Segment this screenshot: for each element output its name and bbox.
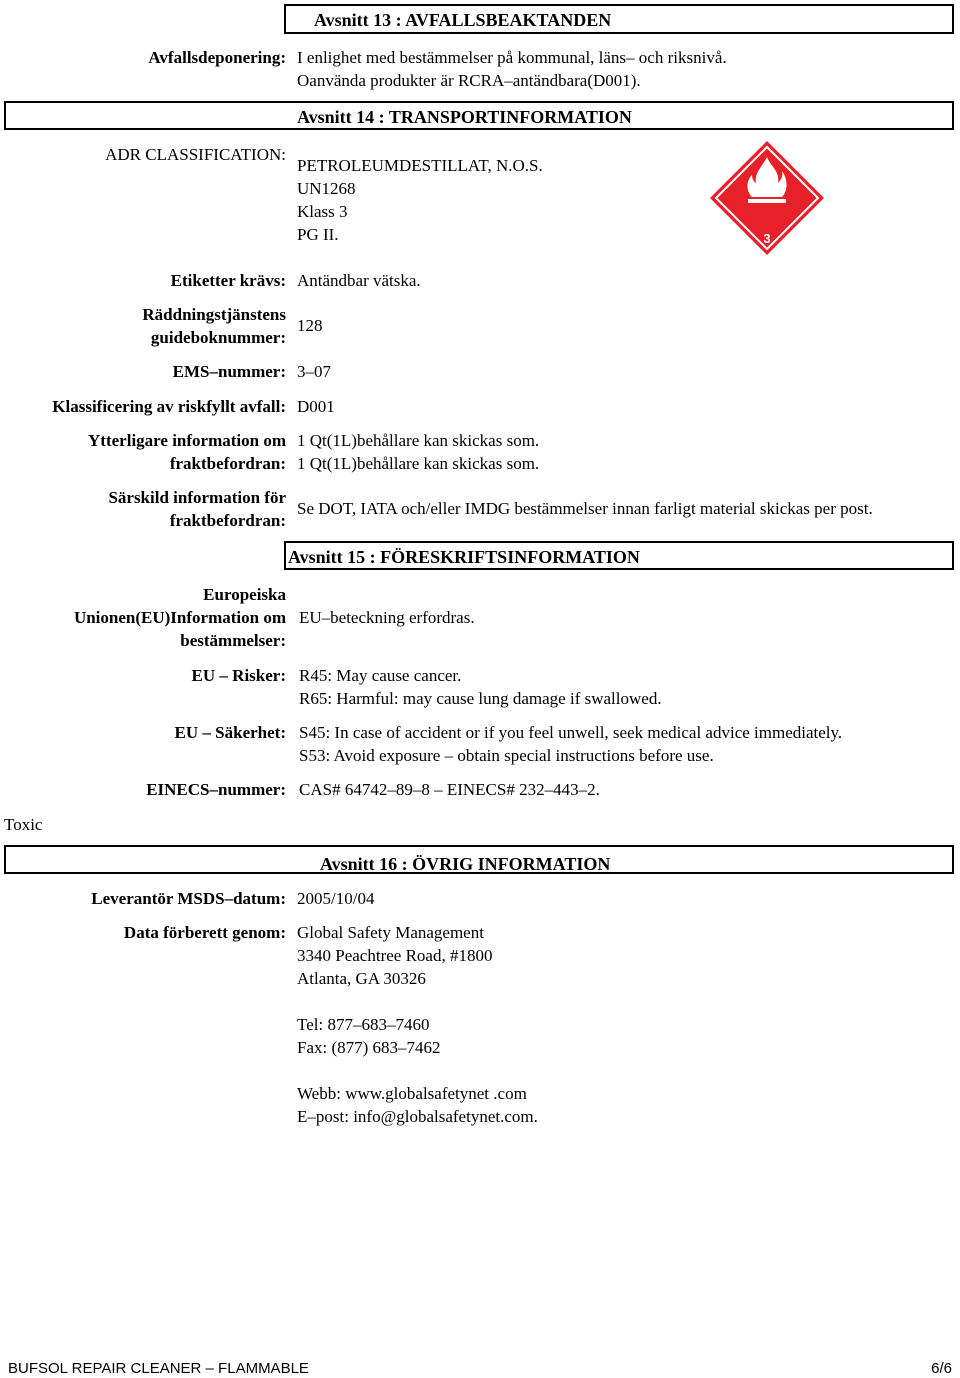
- waste-classification-value: D001: [297, 397, 335, 416]
- flammable-placard-icon: [708, 139, 826, 257]
- section-15-title: Avsnitt 15 : FÖRESKRIFTSINFORMATION: [288, 547, 640, 567]
- section-16-header: [4, 845, 954, 874]
- eu-info-label-2: Unionen(EU)Information om: [73, 608, 286, 627]
- adr-classification-label: ADR CLASSIFICATION:: [105, 145, 286, 164]
- eu-info-label-1: Europeiska: [203, 585, 286, 604]
- eu-info-value: EU–beteckning erfordras.: [299, 608, 475, 627]
- extra-info-value-1: 1 Qt(1L)behållare kan skickas som.: [297, 431, 540, 450]
- msds-date-label: Leverantör MSDS–datum:: [91, 889, 286, 908]
- ems-label: EMS–nummer:: [172, 362, 286, 381]
- adr-line-4: PG II.: [297, 225, 339, 244]
- toxic-text: Toxic: [4, 815, 43, 834]
- section-14-header: [4, 101, 954, 130]
- disposal-line-2: Oanvända produkter är RCRA–antändbara(D001).: [297, 71, 641, 90]
- eu-info-label-3: bestämmelser:: [180, 631, 286, 650]
- special-info-label-1: Särskild information för: [108, 488, 286, 507]
- adr-line-1: PETROLEUMDESTILLAT, N.O.S.: [297, 156, 543, 175]
- prepared-by-line-3: Atlanta, GA 30326: [297, 969, 426, 988]
- eu-risks-label: EU – Risker:: [191, 666, 286, 685]
- eu-risk-line-2: R65: Harmful: may cause lung damage if swallowed.: [299, 689, 662, 708]
- extra-info-value-2: 1 Qt(1L)behållare kan skickas som.: [297, 454, 540, 473]
- fax: Fax: (877) 683–7462: [297, 1038, 441, 1057]
- section-13-title: Avsnitt 13 : AVFALLSBEAKTANDEN: [314, 10, 612, 30]
- prepared-by-label: Data förberett genom:: [123, 923, 286, 942]
- waste-classification-label: Klassificering av riskfyllt avfall:: [52, 397, 286, 416]
- einecs-label: EINECS–nummer:: [146, 780, 286, 799]
- prepared-by-line-2: 3340 Peachtree Road, #1800: [297, 946, 493, 965]
- labels-required-label: Etiketter krävs:: [170, 271, 286, 290]
- msds-date-value: 2005/10/04: [297, 889, 375, 908]
- disposal-line-1: I enlighet med bestämmelser på kommunal, läns– och riksnivå.: [297, 48, 727, 67]
- guide-label-1: Räddningstjänstens: [142, 305, 286, 324]
- telephone: Tel: 877–683–7460: [297, 1015, 430, 1034]
- section-15-header: [284, 541, 954, 570]
- eu-risk-line-1: R45: May cause cancer.: [299, 666, 462, 685]
- guide-value: 128: [297, 316, 323, 335]
- section-14-title: Avsnitt 14 : TRANSPORTINFORMATION: [297, 107, 632, 127]
- section-13-header: [284, 4, 954, 34]
- placard-class-number: 3: [763, 231, 771, 246]
- eu-safety-label: EU – Säkerhet:: [174, 723, 286, 742]
- prepared-by-line-1: Global Safety Management: [297, 923, 484, 942]
- guide-label-2: guideboknummer:: [150, 328, 286, 347]
- email-link[interactable]: E–post: info@globalsafetynet.com.: [297, 1107, 538, 1126]
- ems-value: 3–07: [297, 362, 331, 381]
- labels-required-value: Antändbar vätska.: [297, 271, 421, 290]
- special-info-value: Se DOT, IATA och/eller IMDG bestämmelser innan farligt material skickas per post.: [297, 499, 873, 518]
- adr-line-3: Klass 3: [297, 202, 348, 221]
- adr-line-2: UN1268: [297, 179, 356, 198]
- extra-info-label-1: Ytterligare information om: [88, 431, 286, 450]
- eu-safety-line-2: S53: Avoid exposure – obtain special instructions before use.: [299, 746, 714, 765]
- eu-safety-line-1: S45: In case of accident or if you feel unwell, seek medical advice immediately.: [299, 723, 843, 742]
- flame-base: [748, 199, 786, 203]
- footer-page-number: 6/6: [931, 1360, 952, 1377]
- extra-info-label-2: fraktbefordran:: [169, 454, 286, 473]
- einecs-value: CAS# 64742–89–8 – EINECS# 232–443–2.: [299, 780, 600, 799]
- section-16-title: Avsnitt 16 : ÖVRIG INFORMATION: [320, 854, 611, 874]
- footer-product-name: BUFSOL REPAIR CLEANER – FLAMMABLE: [8, 1360, 309, 1377]
- website-link[interactable]: Webb: www.globalsafetynet .com: [297, 1084, 527, 1103]
- disposal-label: Avfallsdeponering:: [148, 48, 286, 67]
- special-info-label-2: fraktbefordran:: [169, 511, 286, 530]
